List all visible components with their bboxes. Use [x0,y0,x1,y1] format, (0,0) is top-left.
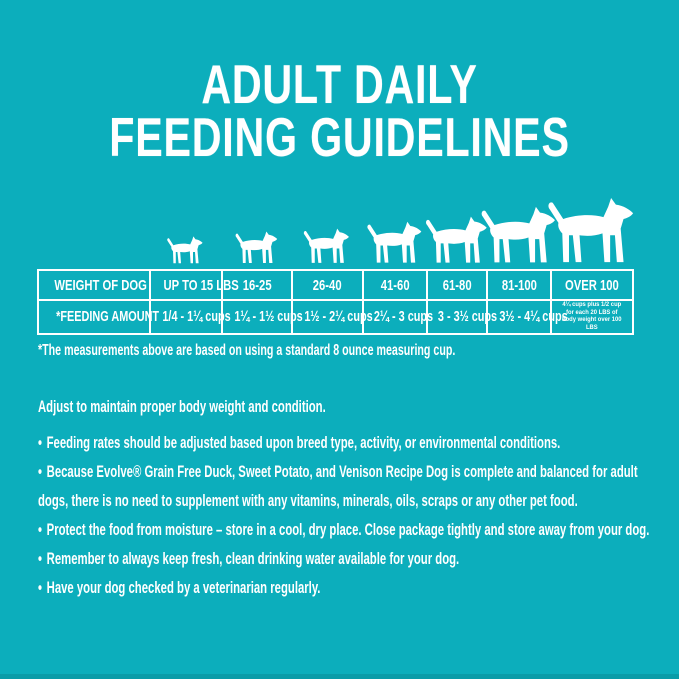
table-header-row [38,270,633,300]
bullet-marker: • [38,578,42,597]
bullet-item-complete-balanced [38,457,650,515]
header-weight-of-dog: WEIGHT OF DOG [38,270,150,300]
bullet-text: Remember to always keep fresh, clean drinking water available for your dog. [46,549,460,568]
dog-medium-small-icon [301,228,352,264]
dog-slot-2 [221,194,291,264]
amount-up-to-15-lbs: 1/4 - 1¼ cups [150,300,222,334]
header-26-40: 26-40 [292,270,363,300]
footnote-text: *The measurements above are based on using a standard 8 ounce measuring cup. [38,342,456,359]
amount-26-40: 1½ - 2¼ cups [292,300,363,334]
feeding-table [37,269,634,335]
bullet-marker: • [38,520,42,539]
dog-xlarge-icon [543,197,639,264]
feeding-amount-label: *FEEDING AMOUNT [38,300,150,334]
bullet-text: Because Evolve® Grain Free Duck, Sweet Potato, and Venison Recipe Dog is complete and balanced for adult dogs, there is no need to supplement with any vitamins, minerals, oils, scraps or any other pet food. [38,462,638,510]
page-title-line1: ADULT DAILY [201,53,478,115]
dog-xsmall-icon [165,236,205,264]
bullet-item-protect-moisture [38,515,650,544]
bullet-text: Feeding rates should be adjusted based upon breed type, activity, or environmental conditions. [46,433,561,452]
photo-edge-shadow [0,674,679,679]
bullet-marker: • [38,462,42,481]
feeding-amount-row [38,300,633,334]
header-over-100: OVER 100 [551,270,633,300]
header-61-80: 61-80 [427,270,487,300]
dog-slot-3 [291,194,362,264]
dog-slot-7 [550,194,632,264]
adjust-weight-note [38,392,470,421]
page-title-line2: FEEDING GUIDELINES [109,106,570,168]
bullet-marker: • [38,433,42,452]
bullet-item-veterinarian [38,573,650,602]
bullet-text: Have your dog checked by a veterinarian regularly. [46,578,321,597]
bullet-item-feeding-rates [38,428,650,457]
dog-size-row [149,194,632,264]
header-81-100: 81-100 [487,270,551,300]
amount-81-100: 3½ - 4¼ cups [487,300,551,334]
header-16-25: 16-25 [222,270,292,300]
amount-61-80: 3 - 3½ cups [427,300,487,334]
header-41-60: 41-60 [363,270,427,300]
bullet-text: Protect the food from moisture – store in a cool, dry place. Close package tightly and store away from your dog. [46,520,650,539]
dog-medium-icon [364,221,425,264]
measuring-cup-footnote [38,341,664,361]
page-title [0,53,679,168]
amount-16-25: 1¼ - 1½ cups [222,300,292,334]
dog-slot-4 [362,194,426,264]
bullet-marker: • [38,549,42,568]
amount-41-60: 2¼ - 3 cups [363,300,427,334]
dog-slot-1 [149,194,221,264]
bullet-item-fresh-water [38,544,650,573]
guidelines-bullet-list [38,428,650,602]
amount-over-100: 4¼ cups plus 1/2 cup for each 20 LBS of body weight over 100 LBS [551,300,633,334]
intro-text: Adjust to maintain proper body weight and condition. [38,397,326,416]
dog-small-icon [233,231,280,264]
header-up-to-15-lbs: UP TO 15 LBS [150,270,222,300]
dog-slot-6 [486,194,550,264]
